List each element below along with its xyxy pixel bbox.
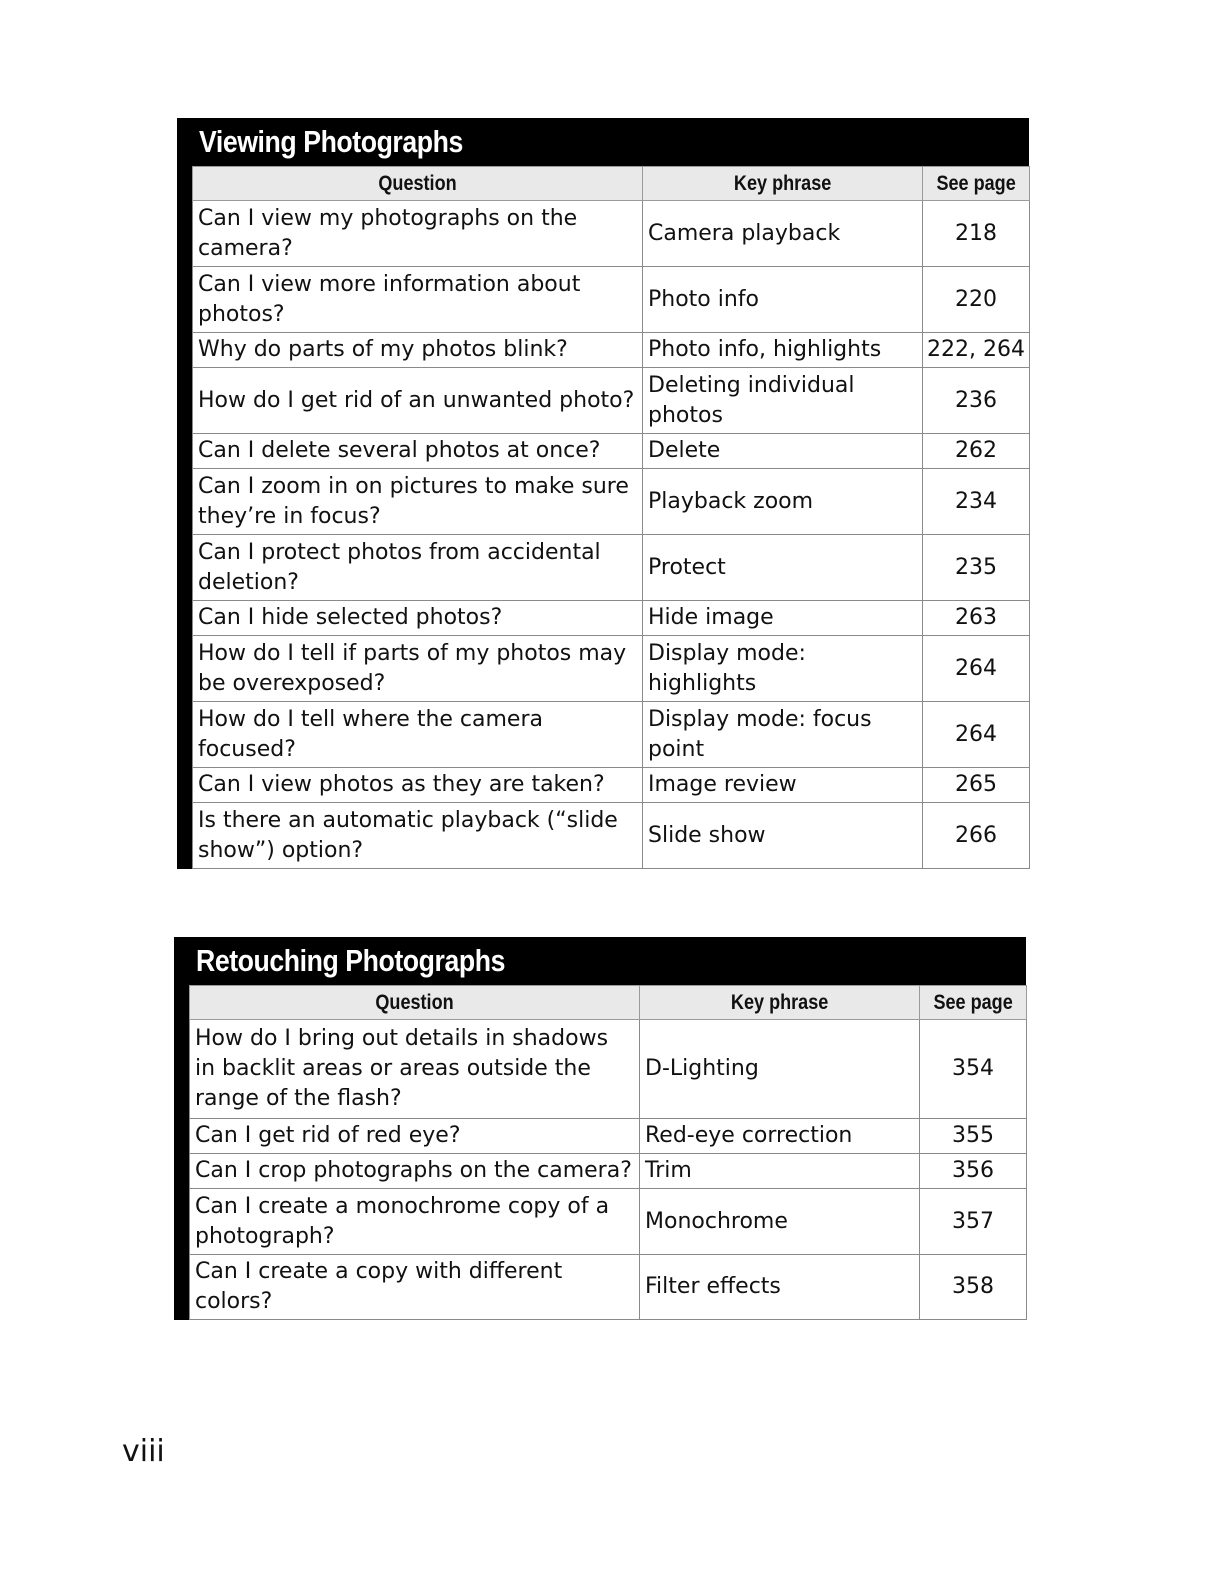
table-row <box>193 469 1030 535</box>
page-cell: 354 <box>920 1020 1027 1119</box>
key-phrase-cell: Hide image <box>643 601 923 636</box>
key-phrase-cell: Image review <box>643 768 923 803</box>
page-cell: 356 <box>920 1154 1027 1189</box>
table-frame <box>174 985 1026 1320</box>
page-cell: 218 <box>923 201 1030 267</box>
page-cell: 358 <box>920 1255 1027 1320</box>
question-cell: Can I view my photographs on the camera? <box>193 201 643 267</box>
viewing-photographs-section <box>177 118 1029 869</box>
key-phrase-header: Key phrase <box>640 986 920 1020</box>
viewing-table <box>192 166 1030 869</box>
question-cell: Can I view photos as they are taken? <box>193 768 643 803</box>
table-row <box>193 601 1030 636</box>
key-phrase-cell: Red-eye correction <box>640 1119 920 1154</box>
key-phrase-cell: Playback zoom <box>643 469 923 535</box>
question-cell: Can I hide selected photos? <box>193 601 643 636</box>
table-row <box>190 1020 1027 1119</box>
question-cell: How do I tell if parts of my photos may be overexposed? <box>193 636 643 702</box>
question-cell: Can I crop photographs on the camera? <box>190 1154 640 1189</box>
question-cell: Can I create a monochrome copy of a photograph? <box>190 1189 640 1255</box>
table-row <box>190 1154 1027 1189</box>
question-cell: Can I protect photos from accidental deletion? <box>193 535 643 601</box>
page-cell: 264 <box>923 702 1030 768</box>
table-header-row <box>193 167 1030 201</box>
table-row <box>193 333 1030 368</box>
section-title: Viewing Photographs <box>177 118 1029 166</box>
section-title: Retouching Photographs <box>174 937 1026 985</box>
page-cell: 266 <box>923 803 1030 869</box>
key-phrase-cell: Display mode: focus point <box>643 702 923 768</box>
table-row <box>193 636 1030 702</box>
key-phrase-cell: Filter effects <box>640 1255 920 1320</box>
question-cell: Can I create a copy with different colors? <box>190 1255 640 1320</box>
retouching-photographs-section <box>174 937 1026 1320</box>
key-phrase-cell: Photo info, highlights <box>643 333 923 368</box>
table-header-row <box>190 986 1027 1020</box>
table-row <box>193 535 1030 601</box>
question-cell: Is there an automatic playback (“slide show”) option? <box>193 803 643 869</box>
page-cell: 236 <box>923 368 1030 434</box>
key-phrase-cell: Display mode: highlights <box>643 636 923 702</box>
table-row <box>190 1255 1027 1320</box>
key-phrase-cell: Delete <box>643 434 923 469</box>
page-cell: 355 <box>920 1119 1027 1154</box>
table-row <box>193 702 1030 768</box>
question-cell: How do I tell where the camera focused? <box>193 702 643 768</box>
table-frame <box>177 166 1029 869</box>
question-cell: Can I delete several photos at once? <box>193 434 643 469</box>
question-cell: Can I zoom in on pictures to make sure they’re in focus? <box>193 469 643 535</box>
key-phrase-header: Key phrase <box>643 167 923 201</box>
key-phrase-cell: Camera playback <box>643 201 923 267</box>
page-cell: 264 <box>923 636 1030 702</box>
retouching-table <box>189 985 1027 1320</box>
page-cell: 262 <box>923 434 1030 469</box>
see-page-header: See page <box>923 167 1030 201</box>
key-phrase-cell: Monochrome <box>640 1189 920 1255</box>
question-cell: Can I view more information about photos? <box>193 267 643 333</box>
page-cell: 265 <box>923 768 1030 803</box>
key-phrase-cell: D-Lighting <box>640 1020 920 1119</box>
see-page-header: See page <box>920 986 1027 1020</box>
table-row <box>190 1189 1027 1255</box>
key-phrase-cell: Photo info <box>643 267 923 333</box>
key-phrase-cell: Slide show <box>643 803 923 869</box>
question-header: Question <box>190 986 640 1020</box>
table-row <box>193 434 1030 469</box>
page-cell: 235 <box>923 535 1030 601</box>
page-cell: 220 <box>923 267 1030 333</box>
question-cell: Can I get rid of red eye? <box>190 1119 640 1154</box>
table-row <box>193 368 1030 434</box>
table-row <box>193 768 1030 803</box>
page-cell: 357 <box>920 1189 1027 1255</box>
table-row <box>193 267 1030 333</box>
question-cell: How do I bring out details in shadows in backlit areas or areas outside the range of the flash? <box>190 1020 640 1119</box>
table-row <box>190 1119 1027 1154</box>
page-cell: 222, 264 <box>923 333 1030 368</box>
page-number: viii <box>122 1434 165 1469</box>
question-header: Question <box>193 167 643 201</box>
question-cell: Why do parts of my photos blink? <box>193 333 643 368</box>
table-row <box>193 201 1030 267</box>
key-phrase-cell: Deleting individual photos <box>643 368 923 434</box>
question-cell: How do I get rid of an unwanted photo? <box>193 368 643 434</box>
page-cell: 234 <box>923 469 1030 535</box>
key-phrase-cell: Protect <box>643 535 923 601</box>
page-cell: 263 <box>923 601 1030 636</box>
table-row <box>193 803 1030 869</box>
key-phrase-cell: Trim <box>640 1154 920 1189</box>
